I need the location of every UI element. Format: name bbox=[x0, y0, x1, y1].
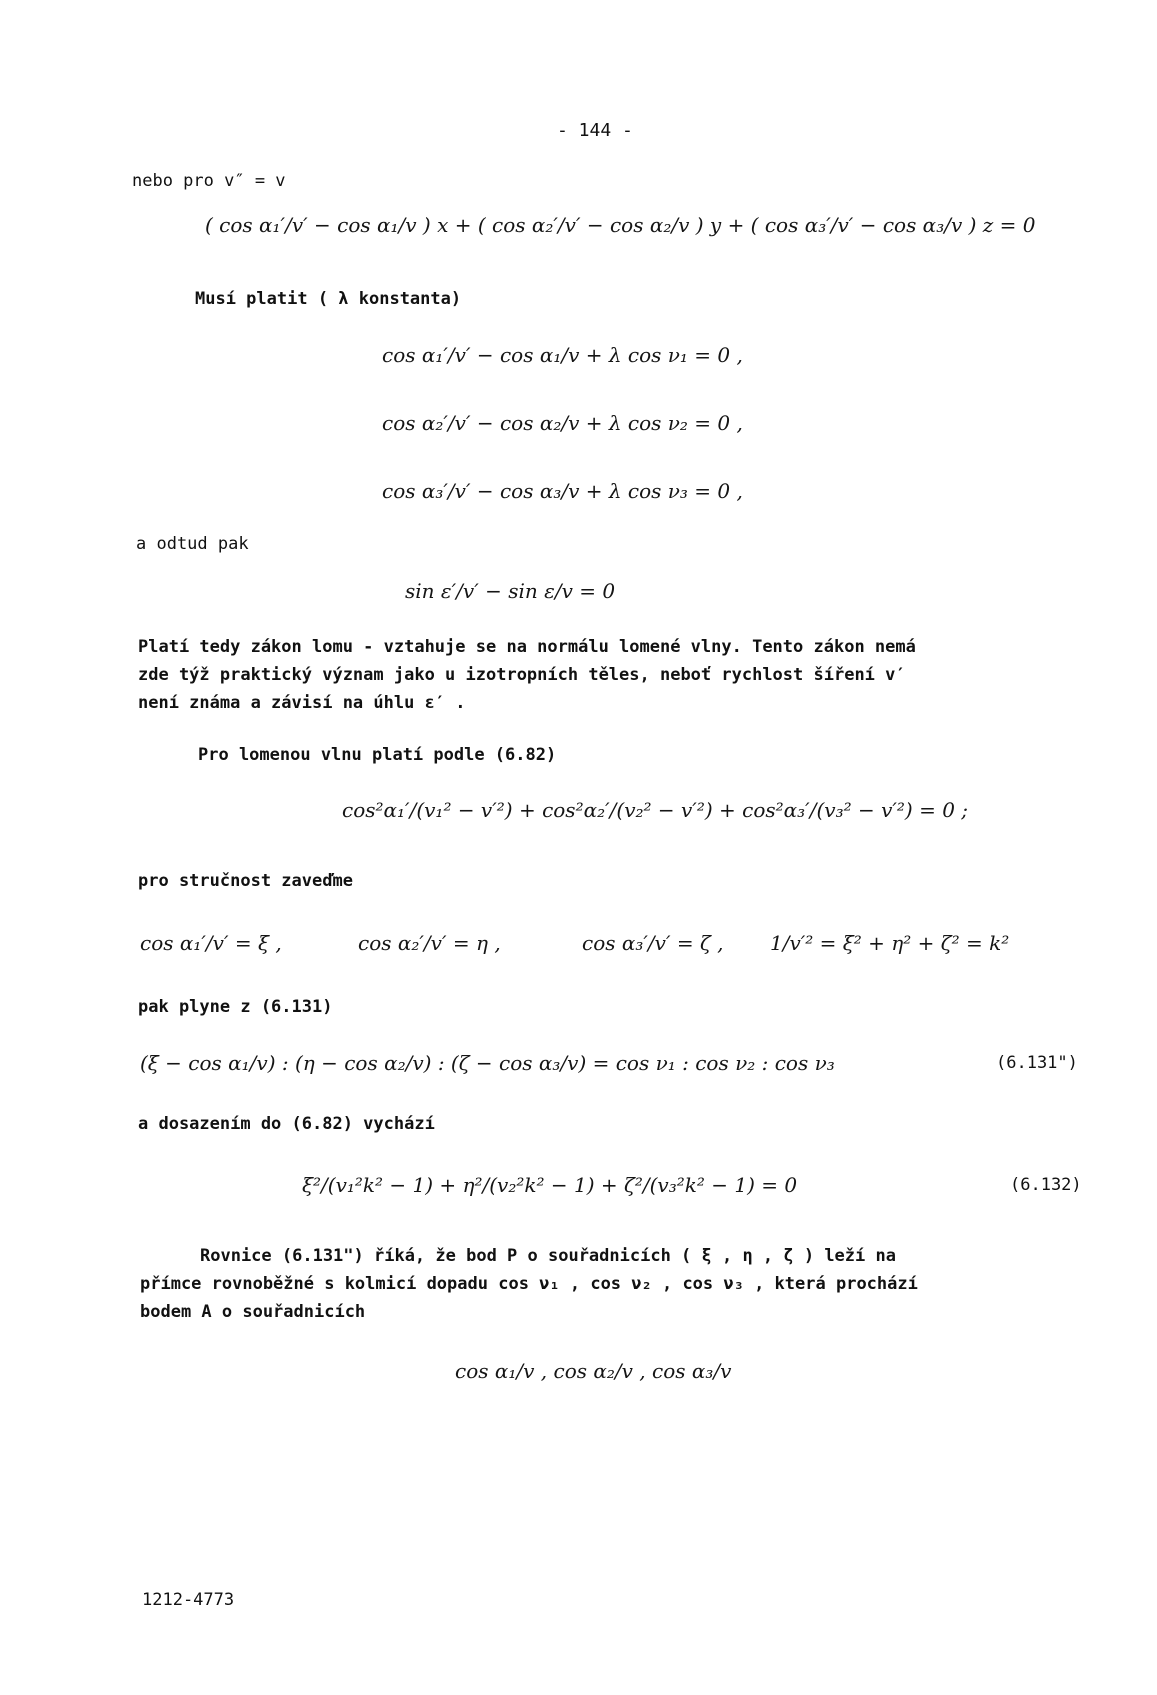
text-line-pro-strucnost: pro stručnost zaveďme bbox=[138, 871, 353, 891]
text-line-nebo-pro: nebo pro v″ = v bbox=[132, 171, 286, 191]
equation-tag-6-131: (6.131") bbox=[996, 1053, 1078, 1073]
definition-eta: cos α₂′/v′ = η , bbox=[358, 931, 501, 955]
footer-code: 1212-4773 bbox=[142, 1590, 235, 1610]
equation-6-82: cos²α₁′/(v₁² − v′²) + cos²α₂′/(v₂² − v′²) + cos²α₃′/(v₃² − v′²) = 0 ; bbox=[342, 798, 969, 822]
equation-6-132: ξ²/(v₁²k² − 1) + η²/(v₂²k² − 1) + ζ²/(v₃²k² − 1) = 0 bbox=[302, 1173, 798, 1197]
paragraph-zakon-lomu-line-2: zde týž praktický význam jako u izotropních těles, neboť rychlost šíření v′ bbox=[138, 665, 906, 685]
text-line-dosazenim: a dosazením do (6.82) vychází bbox=[138, 1114, 435, 1134]
text-line-odtud-pak: a odtud pak bbox=[136, 534, 249, 554]
equation-system-3: cos α₃′/v′ − cos α₃/v + λ cos ν₃ = 0 , bbox=[382, 479, 743, 503]
paragraph-zakon-lomu-line-3: není známa a závisí na úhlu ε′ . bbox=[138, 693, 466, 713]
equation-plane: ( cos α₁′/v′ − cos α₁/v ) x + ( cos α₂′/v′ − cos α₂/v ) y + ( cos α₃′/v′ − cos α₃/v ) z = 0 bbox=[205, 213, 1036, 237]
paragraph-rovnice-line-3: bodem A o souřadnicích bbox=[140, 1302, 366, 1322]
paragraph-rovnice-line-1: Rovnice (6.131") říká, že bod P o souřadnicích ( ξ , η , ζ ) leží na bbox=[200, 1246, 896, 1266]
equation-6-131: (ξ − cos α₁/v) : (η − cos α₂/v) : (ζ − cos α₃/v) = cos ν₁ : cos ν₂ : cos ν₃ bbox=[140, 1051, 835, 1075]
definition-zeta: cos α₃′/v′ = ζ , bbox=[582, 931, 724, 955]
text-line-pak-plyne: pak plyne z (6.131) bbox=[138, 997, 333, 1017]
paragraph-zakon-lomu-line-1: Platí tedy zákon lomu - vztahuje se na normálu lomené vlny. Tento zákon nemá bbox=[138, 637, 916, 657]
equation-tag-6-132: (6.132) bbox=[1010, 1175, 1082, 1195]
page-number: - 144 - bbox=[557, 120, 633, 141]
equation-system-2: cos α₂′/v′ − cos α₂/v + λ cos ν₂ = 0 , bbox=[382, 411, 743, 435]
equation-system-1: cos α₁′/v′ − cos α₁/v + λ cos ν₁ = 0 , bbox=[382, 343, 743, 367]
definition-k: 1/v′² = ξ² + η² + ζ² = k² bbox=[770, 931, 1010, 955]
equation-point-a-coordinates: cos α₁/v , cos α₂/v , cos α₃/v bbox=[455, 1359, 732, 1383]
definition-xi: cos α₁′/v′ = ξ , bbox=[140, 931, 282, 955]
text-line-pro-lomenou-vlnu: Pro lomenou vlnu platí podle (6.82) bbox=[198, 745, 557, 765]
text-line-musi-platit: Musí platit ( λ konstanta) bbox=[195, 289, 462, 309]
paragraph-rovnice-line-2: přímce rovnoběžné s kolmicí dopadu cos ν₁ , cos ν₂ , cos ν₃ , která prochází bbox=[140, 1274, 918, 1294]
equation-sine-law: sin ε′/v′ − sin ε/v = 0 bbox=[405, 579, 616, 603]
